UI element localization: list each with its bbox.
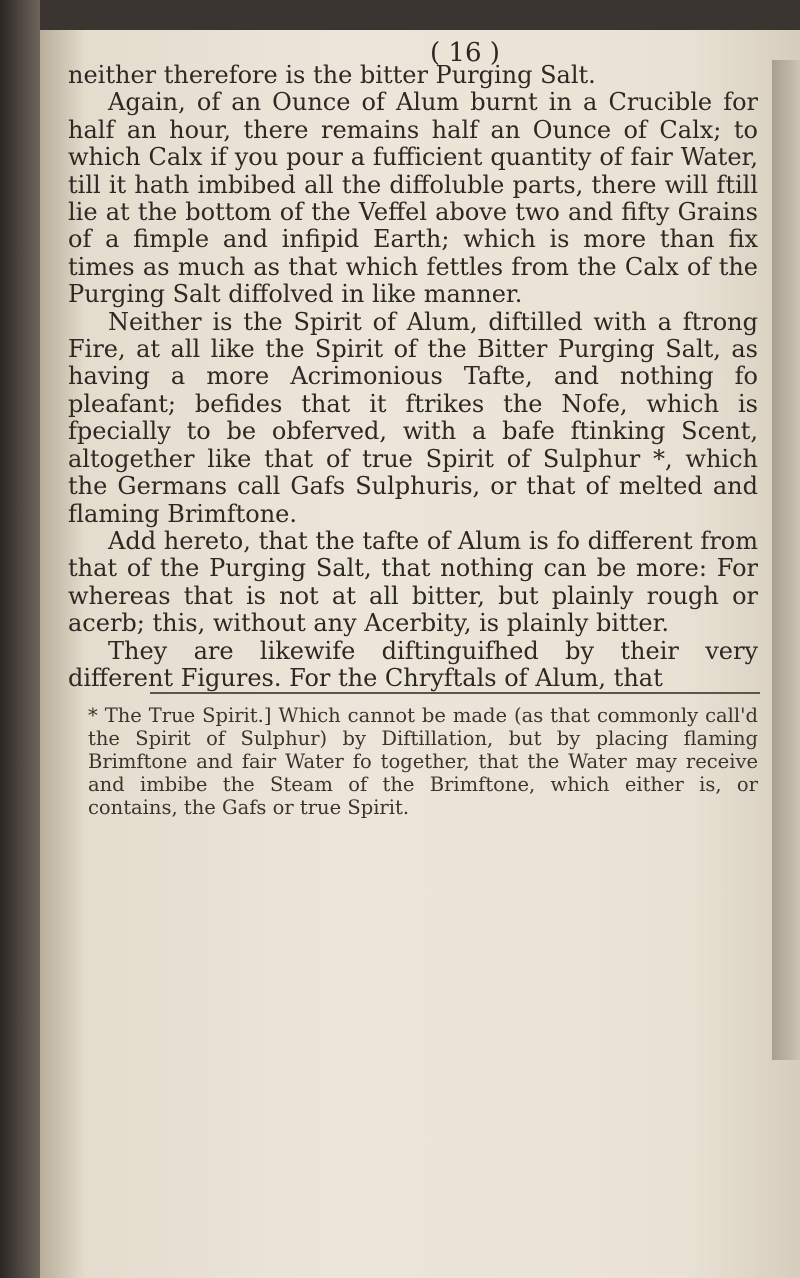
footnote: * The True Spirit.] Which cannot be made (as that commonly call'd the Spirit of Sulphur) by Diftillation, but by placing flaming Brimftone and fair Water fo together, that the Water may receive and imbibe the Steam of the Brimftone, which either is, or contains, the Gafs or true Spirit.: [88, 704, 758, 819]
paragraph: Neither is the Spirit of Alum, diftilled with a ftrong Fire, at all like the Spirit of the Bitter Purging Salt, as having a more Acrimonious Tafte, and nothing fo pleafant; befides that it ftrikes the Nofe, which is fpecially to be obferved, with a bafe ftinking Scent, altogether like that of true Spirit of Sulphur *, which the Germans call Gafs Sulphuris, or that of melted and flaming Brimftone.: [68, 307, 758, 528]
book-page: [40, 30, 800, 1278]
book-gutter-shadow: [0, 0, 40, 1278]
paragraph: Again, of an Ounce of Alum burnt in a Crucible for half an hour, there remains half an Ounce of Calx; to which Calx if you pour a fufficient quantity of fair Water, till it hath imbibed all the diffoluble parts, there will ftill lie at the bottom of the Veffel above two and fifty Grains of a fimple and infipid Earth; which is more than fix times as much as that which fettles from the Calx of the Purging Salt diffolved in like manner.: [68, 88, 758, 309]
page-number: ( 16 ): [430, 38, 500, 68]
paragraph: They are likewife diftinguifhed by their very different Figures. For the Chryftals of Alum, that: [68, 636, 758, 692]
footnote-divider: [150, 692, 760, 694]
paragraph: neither therefore is the bitter Purging Salt.: [68, 61, 596, 89]
paragraph: Add hereto, that the tafte of Alum is fo different from that of the Purging Salt, that nothing can be more: For whereas that is not at all bitter, but plainly rough or acerb; this, without any Acerbity, is plainly bitter.: [68, 526, 758, 638]
facing-page-edge: [772, 60, 800, 1060]
main-text: [68, 62, 758, 692]
